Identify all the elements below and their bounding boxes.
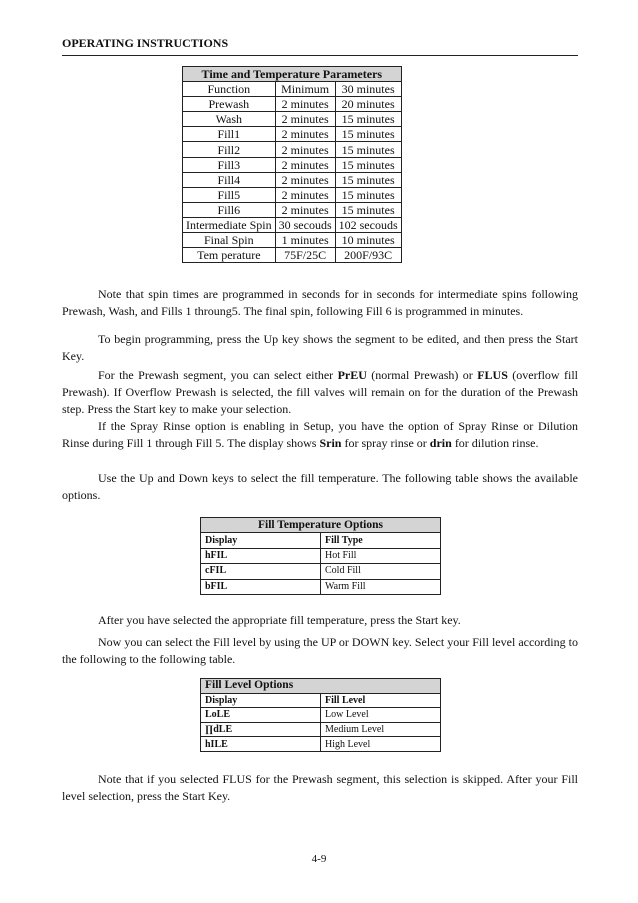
table-row (201, 737, 441, 752)
table-row (183, 187, 402, 202)
cell-maximum: 200F/93C (335, 248, 401, 263)
code-preu: PrEU (337, 368, 367, 382)
fill-level-table (200, 678, 441, 752)
table-row (201, 564, 441, 579)
cell-display: hFIL (201, 548, 321, 563)
cell-maximum: 15 minutes (335, 142, 401, 157)
table-row (183, 233, 402, 248)
cell-maximum: 20 minutes (335, 97, 401, 112)
cell-maximum: 15 minutes (335, 157, 401, 172)
text-run: (overflow fill Prewash). If Overflow Prewash is selected, the fill valves will remain on for the duration of the Prewash step. Press the Start key to make your selection. (62, 368, 579, 417)
column-header: Function (183, 82, 276, 97)
time-temperature-table (182, 66, 402, 263)
cell-maximum: 10 minutes (335, 233, 401, 248)
text-run: (normal Prewash) or (366, 368, 478, 382)
cell-function: Fill4 (183, 172, 276, 187)
cell-maximum: 15 minutes (335, 127, 401, 142)
cell-minimum: 2 minutes (275, 142, 335, 157)
cell-minimum: 2 minutes (275, 187, 335, 202)
cell-function: Fill3 (183, 157, 276, 172)
cell-minimum: 2 minutes (275, 172, 335, 187)
table-row (183, 202, 402, 217)
table-row (183, 217, 402, 232)
page-number: 4-9 (311, 853, 327, 865)
cell-maximum: 102 secouds (335, 217, 401, 232)
cell-function: Fill5 (183, 187, 276, 202)
cell-fill-type: Hot Fill (321, 548, 441, 563)
cell-function: Fill1 (183, 127, 276, 142)
cell-fill-level: Low Level (321, 708, 441, 723)
cell-display: bFIL (201, 579, 321, 594)
cell-display: hILE (201, 737, 321, 752)
cell-function: Intermediate Spin (183, 217, 276, 232)
cell-display: LoLE (201, 708, 321, 723)
table-title: Fill Temperature Options (201, 518, 441, 533)
paragraph-spin-times: Note that spin times are programmed in seconds for in seconds for intermediate spins following Prewash, Wash, and Fills 1 throung5. The final spin, following Fill 6 is programmed in minutes. (62, 287, 578, 319)
cell-minimum: 2 minutes (275, 157, 335, 172)
cell-function: Fill6 (183, 202, 276, 217)
cell-display: ∏dLE (201, 722, 321, 737)
paragraph-spray-rinse (62, 418, 578, 452)
cell-minimum: 2 minutes (275, 112, 335, 127)
table-row (183, 127, 402, 142)
table-header-row (201, 533, 441, 548)
table-row (201, 708, 441, 723)
table-row (201, 579, 441, 594)
table-row (183, 172, 402, 187)
cell-function: Fill2 (183, 142, 276, 157)
cell-maximum: 15 minutes (335, 202, 401, 217)
paragraph-prewash-segment (62, 367, 578, 419)
paragraph-flus-skipped: Note that if you selected FLUS for the Prewash segment, this selection is skipped. After your Fill level selection, press the Start Key. (62, 772, 578, 804)
paragraph-after-fill-temperature: After you have selected the appropriate fill temperature, press the Start key. (98, 613, 461, 627)
table-title: Fill Level Options (201, 679, 441, 694)
code-drin: drin (429, 436, 452, 451)
cell-function: Final Spin (183, 233, 276, 248)
fill-temperature-table (200, 517, 441, 595)
paragraph-begin-programming: To begin programming, press the Up key shows the segment to be edited, and then press the Start Key. (62, 332, 578, 364)
code-srin: Srin (319, 436, 342, 451)
table-row (183, 248, 402, 263)
table-title: Time and Temperature Parameters (183, 67, 402, 82)
text-run: for dilution rinse. (451, 436, 539, 451)
cell-fill-level: Medium Level (321, 722, 441, 737)
cell-fill-type: Cold Fill (321, 564, 441, 579)
cell-minimum: 1 minutes (275, 233, 335, 248)
table-row (183, 142, 402, 157)
cell-function: Tem perature (183, 248, 276, 263)
column-header: 30 minutes (335, 82, 401, 97)
table-header-row (201, 693, 441, 708)
cell-maximum: 15 minutes (335, 112, 401, 127)
cell-function: Wash (183, 112, 276, 127)
text-run: for spray rinse or (341, 436, 430, 451)
paragraph-fill-level: Now you can select the Fill level by using the UP or DOWN key. Select your Fill level according to the following to the following table. (62, 635, 578, 667)
cell-fill-level: High Level (321, 737, 441, 752)
cell-fill-type: Warm Fill (321, 579, 441, 594)
cell-display: cFIL (201, 564, 321, 579)
column-header: Display (201, 693, 321, 708)
table-row (183, 97, 402, 112)
table-row (201, 722, 441, 737)
text-run: If the Spray Rinse option is enabling in Setup, you have the option of Spray Rinse or Dilution Rinse during Fill 1 through Fill 5. The display shows (62, 419, 578, 451)
cell-minimum: 30 secouds (275, 217, 335, 232)
column-header: Display (201, 533, 321, 548)
paragraph-fill-temperature: Use the Up and Down keys to select the fill temperature. The following table shows the available options. (62, 471, 578, 503)
table-row (183, 112, 402, 127)
table-header-row (183, 82, 402, 97)
column-header: Fill Level (321, 693, 441, 708)
cell-minimum: 75F/25C (275, 248, 335, 263)
table-row (201, 548, 441, 563)
page-header: OPERATING INSTRUCTIONS (62, 36, 578, 56)
cell-minimum: 2 minutes (275, 127, 335, 142)
code-flus: FLUS (477, 368, 508, 382)
cell-maximum: 15 minutes (335, 172, 401, 187)
text-run: For the Prewash segment, you can select either (98, 368, 338, 382)
table-row (183, 157, 402, 172)
column-header: Minimum (275, 82, 335, 97)
cell-minimum: 2 minutes (275, 97, 335, 112)
cell-minimum: 2 minutes (275, 202, 335, 217)
cell-maximum: 15 minutes (335, 187, 401, 202)
cell-function: Prewash (183, 97, 276, 112)
column-header: Fill Type (321, 533, 441, 548)
